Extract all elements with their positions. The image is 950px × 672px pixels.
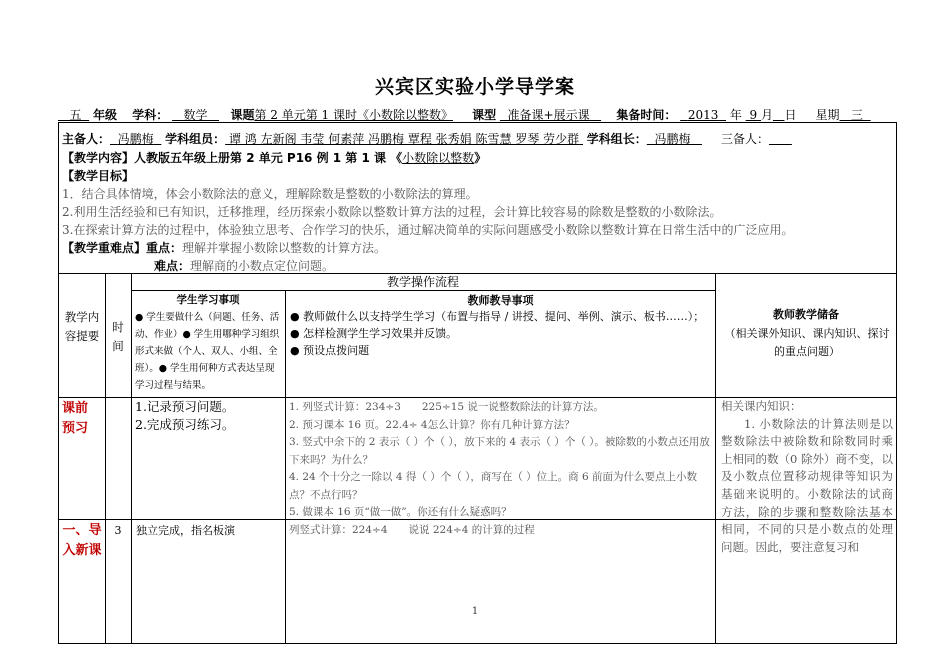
teacher-step: 3. 竖式中余下的 2 表示（ ）个（ ），放下来的 4 表示（ ）个（ ）。被除数的小数点还用放下来吗？为什么？ [289, 436, 710, 466]
topic-value: 第 2 单元第 1 课时《小数除以整数》 [254, 108, 453, 122]
content-text: 人教版五年级上册第 2 单元 P16 例 1 第 1 课 《 [134, 151, 403, 165]
student-body: ● 学生要做什么（问题、任务、活动、作业）● 学生用哪种学习组织形式来做（个人、双人、小组、全班）。● 学生用何种方式表达呈现学习过程与结果。 [135, 312, 280, 391]
zd-text: 理解并掌握小数除以整数的计算方法。 [182, 241, 387, 255]
teacher-title: 教师教导事项 [467, 294, 534, 307]
day-label: 日 [784, 108, 797, 122]
student-preview [135, 398, 283, 434]
teacher-item: ● 预设点拨问题 [290, 344, 370, 357]
type-label: 课型 [472, 108, 497, 122]
content-label: 【教学内容】 [62, 151, 135, 165]
teacher-step: 5. 做课本 16 页“做一做”。你还有什么疑惑吗？ [289, 506, 512, 518]
grade-value: 五 [69, 108, 82, 122]
zd-label: 重点： [146, 241, 183, 255]
content-close: 》 [474, 151, 487, 165]
date-label: 集备时间： [616, 108, 677, 122]
reserve-sub: （相关课外知识、课内知识、探讨的重点问题） [724, 327, 890, 358]
reserve-text-title: 相关课内知识： [721, 399, 802, 413]
group-value: 谭 鸿 左新阁 韦莹 何素萍 冯鹏梅 覃程 张秀娟 陈雪慧 罗琴 劳少群 [228, 132, 580, 146]
group-label: 学科组员： [165, 132, 226, 146]
student-item: 1.记录预习问题。 [135, 399, 235, 414]
col-content: 教学内容提要 [64, 310, 100, 343]
main-value: 冯鹏梅 [117, 132, 154, 146]
main-label: 主备人： [62, 132, 111, 146]
keypoints-label: 【教学重难点】 [62, 241, 147, 255]
grid-line [105, 273, 106, 644]
time-intro: 3 [114, 524, 122, 537]
teacher-item: ● 怎样检测学生学习效果并反馈。 [290, 327, 458, 340]
grade-label: 年级 [92, 108, 117, 122]
month-value: 9 [749, 108, 758, 122]
year-value: 2013 [687, 108, 719, 122]
goals-label: 【教学目标】 [62, 169, 135, 183]
page-title: 兴宾区实验小学导学案 [374, 76, 575, 98]
reserve-text-body: 1. 小数除法的计算法则是以整数除法中被除数和除数同时乘上相同的数（0 除外）商不变，以及小数点位置移动规律等知识为基础来说明的。小数除法的试商方法，除的步骤和整数除法基本相同，不同的只是小数点的处理问题。因此，要注意复习和 [721, 416, 893, 554]
month-label: 月 [760, 108, 773, 122]
teacher-intro: 列竖式计算：224÷4 说说 224÷4 的计算的过程 [289, 524, 535, 536]
goal-item-2: 2.利用生活经验和已有知识，迁移推理，经历探索小数除以整数计算方法的过程，会计算比较容易的除数是整数的小数除法。 [62, 205, 722, 219]
difficulty-line [154, 257, 334, 274]
reserve-text [721, 398, 893, 556]
content-link[interactable]: 小数除以整数 [402, 151, 475, 165]
teacher-items [290, 308, 714, 359]
subject-label: 学科： [132, 108, 169, 122]
week-value: 三 [851, 108, 864, 122]
topic-label: 课题 [230, 108, 255, 122]
col-time: 时间 [112, 320, 124, 353]
grid-line [131, 273, 132, 644]
reserve-title: 教师教学储备 [773, 308, 839, 321]
people-line [62, 130, 792, 147]
student-title: 学生学习事项 [176, 294, 240, 306]
keypoint-line [62, 239, 386, 256]
type-value: 准备课+展示课 [507, 108, 590, 122]
stage-intro: 一、导入新课 [62, 523, 102, 558]
grid-line [715, 273, 716, 644]
stage-preview: 课前预习 [62, 401, 89, 436]
third-label: 三备人： [721, 132, 770, 146]
nd-text: 理解商的小数点定位问题。 [190, 259, 335, 273]
teacher-step: 4. 24 个十分之一除以 4 得（ ）个（ ），商写在（ ）位上。商 6 前面为什么要点上小数点？不点行吗？ [289, 471, 698, 501]
info-line [58, 106, 898, 123]
goal-item-3: 3.在探索计算方法的过程中，体验独立思考、合作学习的快乐，通过解决简单的实际问题感受小数除以整数计算在日常生活中的广泛应用。 [62, 223, 794, 237]
subject-value: 数学 [183, 108, 208, 122]
grid-line [285, 290, 286, 644]
teacher-step: 1. 列竖式计算：234÷3 225÷15 说一说整数除法的计算方法。 [289, 401, 604, 413]
flow-title: 教学操作流程 [386, 275, 459, 289]
student-item: 2.完成预习练习。 [135, 417, 235, 432]
teacher-step: 2. 预习课本 16 页。22.4÷ 4怎么计算？你有几种计算方法？ [289, 418, 575, 431]
year-label: 年 [729, 108, 742, 122]
leader-label: 学科组长： [586, 132, 647, 146]
student-intro: 独立完成，指名板演 [136, 524, 235, 537]
leader-value: 冯鹏梅 [654, 132, 691, 146]
teacher-item: ● 教师做什么以支持学生学习（布置与指导 / 讲授、提问、举例、演示、板书……）； [290, 310, 705, 323]
goal-item-1: 1．结合具体情境，体会小数除法的意义，理解除数是整数的小数除法的算理。 [62, 187, 478, 201]
teacher-preview [289, 399, 713, 522]
week-label: 星期 [815, 108, 840, 122]
nd-label: 难点： [154, 259, 191, 273]
page-number: 1 [471, 606, 479, 617]
content-line [62, 149, 486, 166]
